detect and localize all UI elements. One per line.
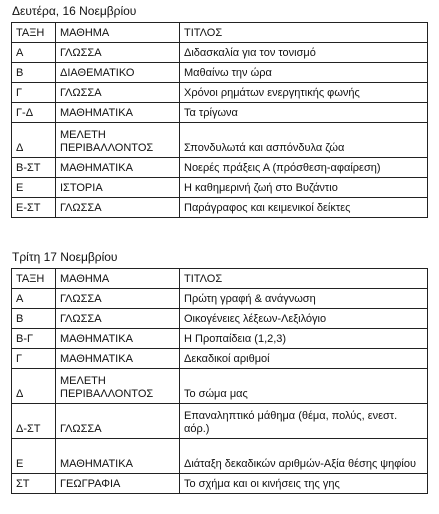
- day-title-monday: Δευτέρα, 16 Νοεμβρίου: [12, 4, 137, 18]
- cell-subject: ΜΑΘΗΜΑΤΙΚΑ: [56, 103, 180, 123]
- table-row: [12, 309, 428, 329]
- cell-subject: ΓΛΩΣΣΑ: [56, 309, 180, 329]
- table-row: [12, 439, 428, 474]
- cell-class: Β-ΣΤ: [12, 158, 56, 178]
- cell-title: Η καθημερινή ζωή στο Βυζάντιο: [180, 178, 428, 198]
- cell-class: Ε: [12, 178, 56, 198]
- cell-title: Σπονδυλωτά και ασπόνδυλα ζώα: [180, 123, 428, 158]
- cell-subject: ΜΑΘΗΜΑΤΙΚΑ: [56, 158, 180, 178]
- cell-title: Χρόνοι ρημάτων ενεργητικής φωνής: [180, 83, 428, 103]
- schedule-table-monday: [11, 22, 428, 218]
- table-row: [12, 369, 428, 404]
- header-title: ΤΙΤΛΟΣ: [180, 269, 428, 289]
- cell-title: Μαθαίνω την ώρα: [180, 63, 428, 83]
- schedule-table-tuesday: [11, 268, 428, 494]
- cell-class: ΣΤ: [12, 474, 56, 494]
- cell-subject: ΓΛΩΣΣΑ: [56, 289, 180, 309]
- header-subject: ΜΑΘΗΜΑ: [56, 23, 180, 43]
- cell-class: Γ: [12, 349, 56, 369]
- cell-class: Β: [12, 309, 56, 329]
- header-subject: ΜΑΘΗΜΑ: [56, 269, 180, 289]
- cell-class: Α: [12, 43, 56, 63]
- cell-subject: ΜΕΛΕΤΗ ΠΕΡΙΒΑΛΛΟΝΤΟΣ: [56, 123, 180, 158]
- table-header-row: [12, 23, 428, 43]
- table-row: [12, 289, 428, 309]
- day-title-tuesday: Τρίτη 17 Νοεμβρίου: [12, 250, 118, 264]
- cell-title: Νοερές πράξεις Α (πρόσθεση-αφαίρεση): [180, 158, 428, 178]
- cell-title: Οικογένειες λέξεων-Λεξιλόγιο: [180, 309, 428, 329]
- header-class: ΤΑΞΗ: [12, 23, 56, 43]
- cell-class: Α: [12, 289, 56, 309]
- table-row: [12, 178, 428, 198]
- cell-subject: ΜΑΘΗΜΑΤΙΚΑ: [56, 439, 180, 474]
- cell-title: Διδασκαλία για τον τονισμό: [180, 43, 428, 63]
- cell-class: Δ-ΣΤ: [12, 404, 56, 439]
- cell-subject: ΓΕΩΓΡΑΦΙΑ: [56, 474, 180, 494]
- cell-title: Το σώμα μας: [180, 369, 428, 404]
- cell-title: Η Προπαίδεια (1,2,3): [180, 329, 428, 349]
- table-row: [12, 63, 428, 83]
- table-row: [12, 103, 428, 123]
- cell-title: Επαναληπτικό μάθημα (θέμα, πολύς, ενεστ. αόρ.): [180, 404, 428, 439]
- header-class: ΤΑΞΗ: [12, 269, 56, 289]
- cell-title: Το σχήμα και οι κινήσεις της γης: [180, 474, 428, 494]
- table-row: [12, 404, 428, 439]
- cell-subject: ΓΛΩΣΣΑ: [56, 83, 180, 103]
- cell-class: Δ: [12, 369, 56, 404]
- table-row: [12, 198, 428, 218]
- cell-class: Ε: [12, 439, 56, 474]
- cell-subject: ΙΣΤΟΡΙΑ: [56, 178, 180, 198]
- cell-subject: ΜΕΛΕΤΗ ΠΕΡΙΒΑΛΛΟΝΤΟΣ: [56, 369, 180, 404]
- table-row: [12, 474, 428, 494]
- table-row: [12, 329, 428, 349]
- cell-title: Παράγραφος και κειμενικοί δείκτες: [180, 198, 428, 218]
- cell-subject: ΓΛΩΣΣΑ: [56, 198, 180, 218]
- cell-class: Δ: [12, 123, 56, 158]
- cell-class: Β-Γ: [12, 329, 56, 349]
- cell-title: Πρώτη γραφή & ανάγνωση: [180, 289, 428, 309]
- cell-subject: ΔΙΑΘΕΜΑΤΙΚΟ: [56, 63, 180, 83]
- cell-class: Ε-ΣΤ: [12, 198, 56, 218]
- cell-subject: ΓΛΩΣΣΑ: [56, 404, 180, 439]
- cell-title: Δεκαδικοί αριθμοί: [180, 349, 428, 369]
- table-row: [12, 158, 428, 178]
- cell-class: Γ-Δ: [12, 103, 56, 123]
- cell-subject: ΓΛΩΣΣΑ: [56, 43, 180, 63]
- table-row: [12, 123, 428, 158]
- table-header-row: [12, 269, 428, 289]
- table-row: [12, 43, 428, 63]
- cell-subject: ΜΑΘΗΜΑΤΙΚΑ: [56, 329, 180, 349]
- cell-title: Τα τρίγωνα: [180, 103, 428, 123]
- table-row: [12, 83, 428, 103]
- cell-class: Β: [12, 63, 56, 83]
- header-title: ΤΙΤΛΟΣ: [180, 23, 428, 43]
- cell-title: Διάταξη δεκαδικών αριθμών-Αξία θέσης ψηφίου: [180, 439, 428, 474]
- cell-class: Γ: [12, 83, 56, 103]
- cell-subject: ΜΑΘΗΜΑΤΙΚΑ: [56, 349, 180, 369]
- table-row: [12, 349, 428, 369]
